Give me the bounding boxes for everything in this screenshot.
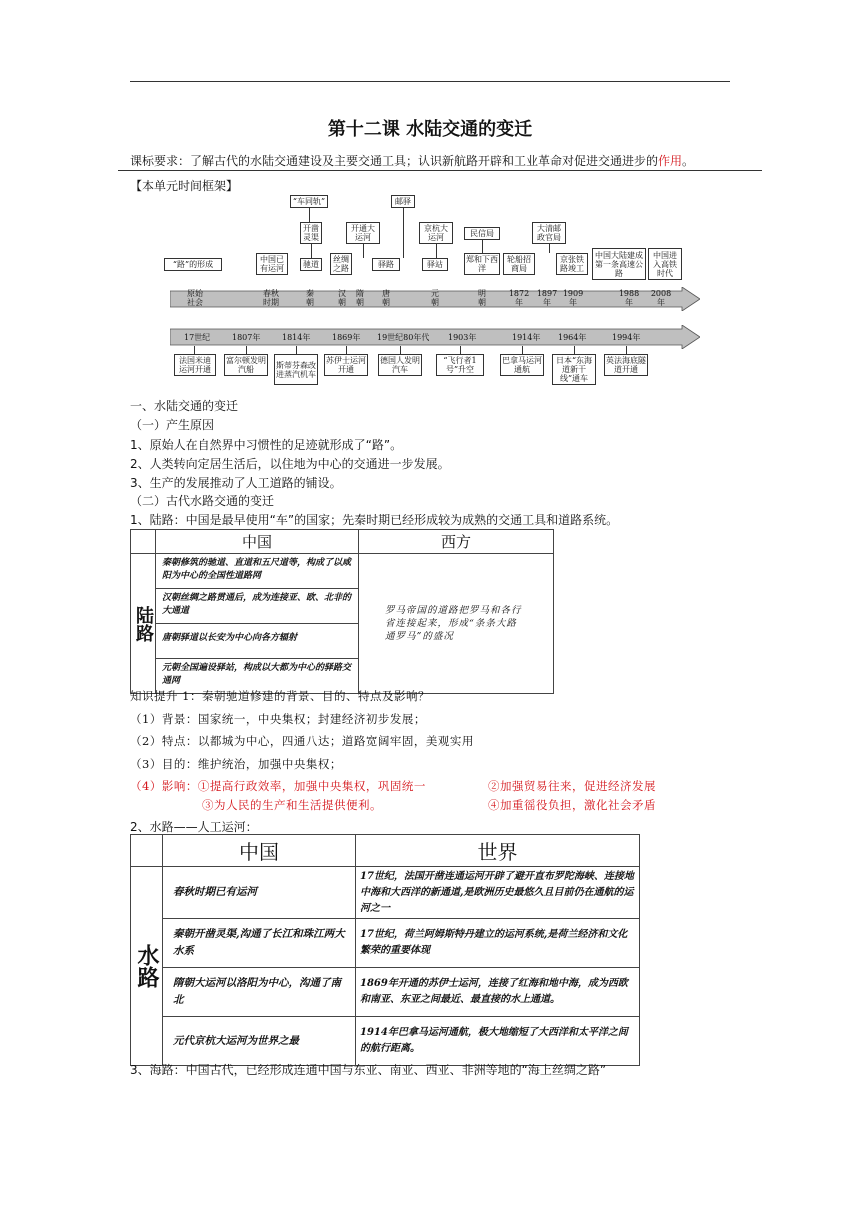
tl-tick-yuan: 元朝 <box>431 289 439 307</box>
knowledge-impact: ③为人民的生产和生活提供便利。 <box>202 798 382 812</box>
connector <box>460 346 461 354</box>
china-land-item: 唐朝驿道以长安为中心向各方辐射 <box>156 624 358 659</box>
col-head-china: 中国 <box>163 835 356 867</box>
china-land-item: 汉朝丝绸之路贯通后，成为连接亚、欧、北非的大通道 <box>156 589 358 624</box>
tl-box-grand-canal: 开通大运河 <box>346 222 380 244</box>
header-rule <box>130 81 730 82</box>
world-water-item: 1869年开通的苏伊士运河，连接了红海和地中海，成为西欧和南亚、东亚之间最近、最直接的水上通道。 <box>356 968 639 1017</box>
tl-tick-17c: 17世纪 <box>184 333 211 342</box>
tl-tick-1814: 1814年 <box>282 333 311 342</box>
tl-box-post-office: 大清邮政官局 <box>532 222 566 244</box>
connector <box>626 346 627 354</box>
tl-tick-1909: 1909年 <box>562 289 584 307</box>
connector <box>574 346 575 354</box>
unit-framework-label: 【本单元时间框架】 <box>130 179 239 193</box>
knowledge-impact: （4）影响：①提高行政效率，加强中央集权，巩固统一 <box>130 779 426 793</box>
timeline-diagram <box>160 193 700 385</box>
china-cell <box>163 867 356 1066</box>
col-head-world: 世界 <box>356 835 640 867</box>
row-label-water: 水路 <box>131 867 163 1066</box>
connector <box>482 240 483 253</box>
tl-tick-1869: 1869年 <box>332 333 361 342</box>
tl-box-panama: 巴拿马运河通航 <box>502 356 542 374</box>
tl-tick-1872: 1872年 <box>508 289 530 307</box>
china-land-item: 元朝全国遍设驿站，构成以大都为中心的驿路交通网 <box>162 663 352 686</box>
world-water-item: 17世纪，荷兰阿姆斯特丹建立的运河系统,是荷兰经济和文化繁荣的重要体现 <box>356 919 639 968</box>
tl-box-yilu: 驿路 <box>372 258 400 271</box>
tl-tick-1807: 1807年 <box>232 333 261 342</box>
tl-box-merchants: 轮船招商局 <box>503 253 535 275</box>
reason-item: 2、人类转向定居生活后，以住地为中心的交通进一步发展。 <box>130 457 450 471</box>
land-intro: 1、陆路：中国是最早使用“车”的国家；先秦时期已经形成较为成熟的交通工具和道路系统。 <box>130 513 619 527</box>
connector <box>403 208 404 258</box>
tl-box-stephenson: 斯蒂芬森改进蒸汽机车 <box>274 354 318 385</box>
world-water-item: 1914年巴拿马运河通航，极大地缩短了大西洋和太平洋之间的航行距离。 <box>360 1027 628 1054</box>
tl-box-chidao: 驰道 <box>300 258 322 271</box>
curriculum-requirement <box>130 152 694 169</box>
subsection-heading: （一）产生原因 <box>130 418 215 432</box>
tl-tick-2008: 2008年 <box>650 289 672 307</box>
connector <box>246 346 247 354</box>
china-water-item: 元代京杭大运河为世界之最 <box>173 1034 299 1047</box>
knowledge-background: （1）背景：国家统一，中央集权；封建经济初步发展； <box>130 712 426 726</box>
land-route-table <box>130 529 554 694</box>
tl-box-minxinju: 民信局 <box>464 227 500 240</box>
knowledge-features: （2）特点：以都城为中心，四通八达；道路宽阔牢固，美观实用 <box>130 734 474 748</box>
tl-box-youyi: 邮驿 <box>391 195 415 208</box>
table-corner <box>131 530 156 554</box>
world-water-item: 17世纪，法国开凿连通运河开辟了避开直布罗陀海峡、连接地中海和大西洋的新通道,是欧洲历史最悠久且目前仍在通航的运河之一 <box>356 867 639 919</box>
china-cell <box>156 554 359 694</box>
knowledge-impact: ②加强贸易往来，促进经济发展 <box>488 779 656 793</box>
tl-tick-han: 汉朝 <box>338 289 346 307</box>
connector <box>346 346 347 354</box>
water-intro: 2、水路——人工运河： <box>130 820 258 834</box>
tl-box-jingzhang: 京张铁路竣工 <box>556 253 588 275</box>
tl-tick-1914: 1914年 <box>512 333 541 342</box>
china-water-item: 春秋时期已有运河 <box>163 867 355 919</box>
china-water-item: 隋朝大运河以洛阳为中心，沟通了南北 <box>163 968 355 1017</box>
knowledge-impact: ④加重徭役负担，激化社会矛盾 <box>488 798 656 812</box>
tl-tick-chunqiu: 春秋时期 <box>263 289 279 307</box>
requirement-text: 课标要求：了解古代的水陆交通建设及主要交通工具；认识新航路开辟和工业革命对促进交通进步的 <box>130 154 659 168</box>
tl-box-flyer: “飞行者1号”升空 <box>436 354 484 376</box>
tl-box-canal-du-midi: 法国米迪运河开通 <box>174 354 216 376</box>
tl-tick-1880s: 19世纪80年代 <box>377 333 430 342</box>
connector <box>309 208 310 222</box>
tl-box-fulton: 富尔顿发明汽船 <box>226 356 266 374</box>
row-label-land: 陆路 <box>131 554 156 694</box>
china-water-item: 秦朝开凿灵渠,沟通了长江和珠江两大水系 <box>163 919 355 968</box>
tl-tick-ming: 明朝 <box>478 289 486 307</box>
china-land-item: 秦朝修筑的驰道、直道和五尺道等，构成了以咸阳为中心的全国性道路网 <box>156 554 358 589</box>
tl-box-zhenghe: 郑和下西洋 <box>466 255 498 273</box>
connector <box>549 244 550 253</box>
tl-box-lingqu: 开凿灵渠 <box>300 222 322 244</box>
tl-box-yizhan: 驿站 <box>422 258 448 271</box>
connector <box>296 346 297 354</box>
connector <box>194 346 195 354</box>
knowledge-question: 知识提升 1：秦朝驰道修建的背景、目的、特点及影响？ <box>130 689 430 703</box>
tl-tick-1994: 1994年 <box>612 333 641 342</box>
tl-tick-qin: 秦朝 <box>306 289 314 307</box>
reason-item: 3、生产的发展推动了人工道路的铺设。 <box>130 476 342 490</box>
tl-box-shinkansen: 日本“东海道新干线”通车 <box>552 354 596 385</box>
tl-box-expressway: 中国大陆建成第一条高速公路 <box>592 248 646 280</box>
tl-box-automobile: 德国人发明汽车 <box>380 356 420 374</box>
page-title: 第十二课 水陆交通的变迁 <box>327 119 533 140</box>
west-land-item: 罗马帝国的道路把罗马和各行省连接起来，形成“条条大路通罗马”的盛况 <box>359 554 554 694</box>
tl-tick-tang: 唐朝 <box>382 289 390 307</box>
connector <box>522 346 523 354</box>
table-corner <box>131 835 163 867</box>
connector <box>400 346 401 354</box>
tl-tick-1903: 1903年 <box>448 333 477 342</box>
divider <box>118 170 762 171</box>
connector <box>311 244 312 258</box>
tl-box-channel-tunnel: 英法海底隧道开通 <box>606 356 646 374</box>
tl-tick-sui: 隋朝 <box>356 289 364 307</box>
reason-item: 1、原始人在自然界中习惯性的足迹就形成了“路”。 <box>130 438 403 452</box>
tl-tick-1897: 1897年 <box>536 289 558 307</box>
world-cell <box>356 867 640 1066</box>
tl-tick-1964: 1964年 <box>558 333 587 342</box>
tl-tick-1988: 1988年 <box>618 289 640 307</box>
tl-box-road-origin: “路”的形成 <box>164 258 222 271</box>
requirement-suffix: 。 <box>682 154 695 168</box>
tl-box-early-canal: 中国已有运河 <box>256 253 288 275</box>
tl-box-suez: 苏伊士运河开通 <box>326 356 366 374</box>
tl-box-jinghang: 京杭大运河 <box>419 222 453 244</box>
tl-box-high-speed-rail: 中国进入高铁时代 <box>648 248 682 280</box>
connector <box>436 244 437 258</box>
section-heading: 一、水陆交通的变迁 <box>130 399 239 413</box>
connector <box>363 244 364 258</box>
subsection-heading: （二）古代水路交通的变迁 <box>130 494 275 508</box>
requirement-highlight: 作用 <box>658 154 683 168</box>
tl-tick-primitive: 原始社会 <box>187 289 203 307</box>
col-head-west: 西方 <box>359 530 554 554</box>
knowledge-purpose: （3）目的：维护统治，加强中央集权； <box>130 757 342 771</box>
col-head-china: 中国 <box>156 530 359 554</box>
tl-box-silk-road: 丝绸之路 <box>330 253 352 275</box>
sea-intro: 3、海路：中国古代，已经形成连通中国与东亚、南亚、西亚、非洲等地的“海上丝绸之路” <box>130 1063 607 1077</box>
tl-box-chetonggui: “车同轨” <box>290 195 328 208</box>
water-route-table <box>130 834 640 1066</box>
